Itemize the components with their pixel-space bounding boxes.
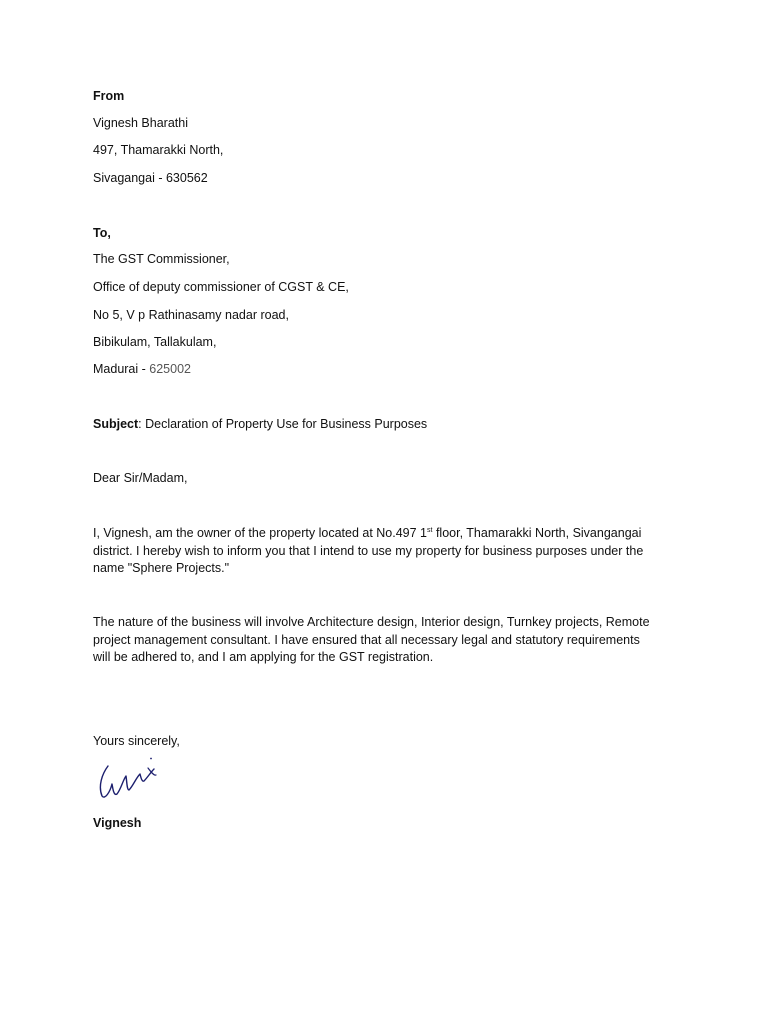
sender-name: Vignesh Bharathi [93,116,188,130]
recipient-pincode: 625002 [149,362,191,376]
paragraph-2-line2: project management consultant. I have ensured that all necessary legal and statutory requirements [93,632,640,647]
paragraph-2 [93,614,683,667]
paragraph-2-line3: will be adhered to, and I am applying for the GST registration. [93,650,434,664]
paragraph-1 [93,525,683,578]
subject-text: : Declaration of Property Use for Business Purposes [138,417,428,431]
paragraph-1-line1 [93,525,683,543]
recipient-line3: No 5, V p Rathinasamy nadar road, [93,308,289,322]
to-heading: To, [93,226,111,240]
sender-address-line1: 497, Thamarakki North, [93,143,224,157]
paragraph-1-line2: district. I hereby wish to inform you that I intend to use my property for business purposes under the [93,543,644,558]
handwritten-signature [96,756,162,802]
recipient-line2: Office of deputy commissioner of CGST & CE, [93,280,349,294]
recipient-line1: The GST Commissioner, [93,252,230,266]
recipient-city-line [93,361,191,377]
paragraph-1-text: I, Vignesh, am the owner of the property located at No.497 1 [93,526,428,540]
ordinal-suffix: st [427,527,433,534]
paragraph-1-line3: name "Sphere Projects." [93,561,230,575]
signature-name: Vignesh [93,816,142,830]
salutation: Dear Sir/Madam, [93,471,188,485]
sender-address-line2: Sivagangai - 630562 [93,171,208,185]
paragraph-1-text-cont: floor, Thamarakki North, Sivangangai [432,526,642,540]
from-heading: From [93,89,125,103]
recipient-city: Madurai - [93,362,150,376]
closing: Yours sincerely, [93,734,180,748]
subject-line [93,416,427,432]
paragraph-2-line1: The nature of the business will involve Architecture design, Interior design, Turnkey projects, Remote [93,615,650,629]
recipient-line4: Bibikulam, Tallakulam, [93,335,217,349]
subject-label: Subject [93,417,139,431]
